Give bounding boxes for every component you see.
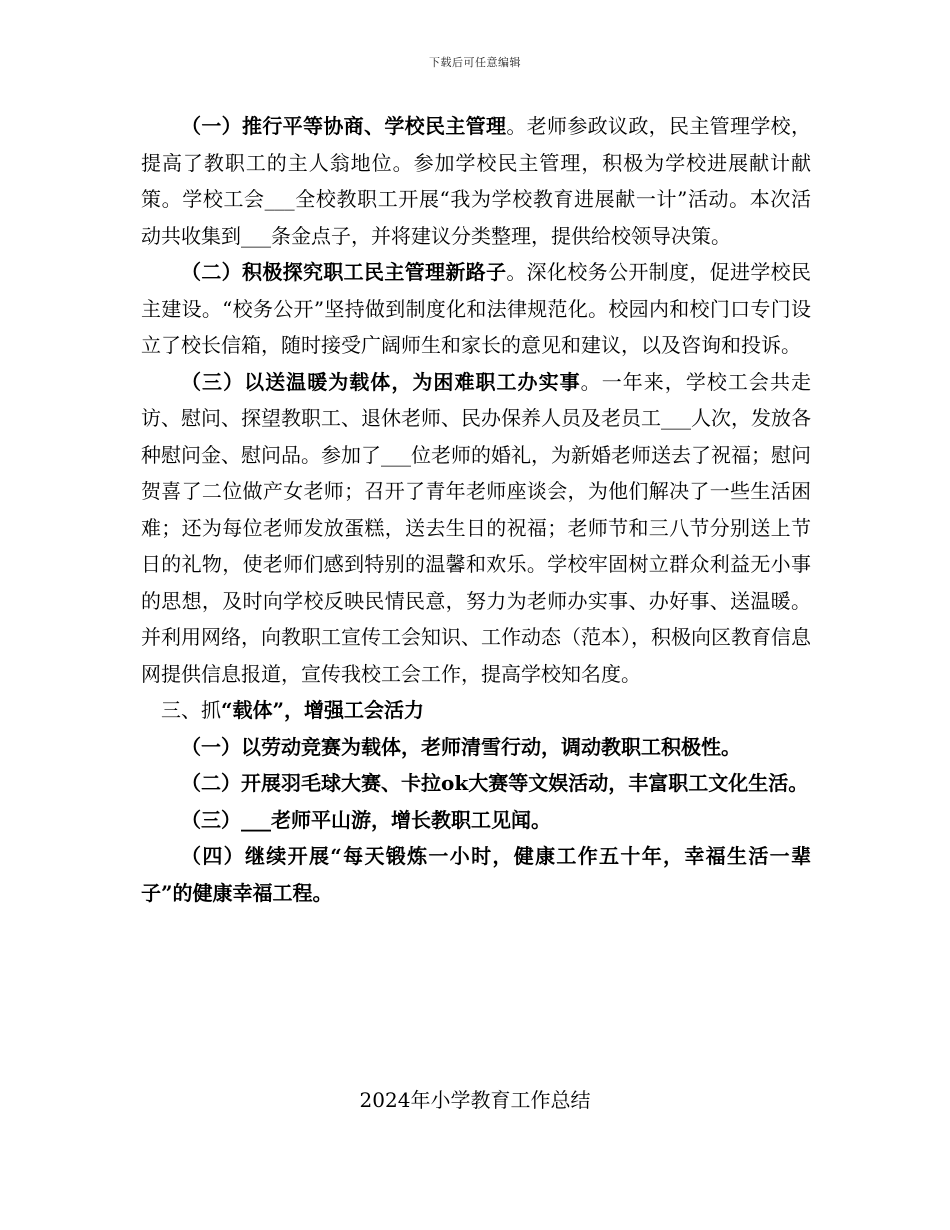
section-heading-3 [141, 692, 811, 729]
paragraph-text: 。一年来，学校工会共走访、慰问、探望教职工、退休老师、民办保养人员及老员工___人次，发放各种慰问金、慰问品。参加了___位老师的婚礼，为新婚老师送去了祝福；慰问贺喜了二位做产女老师；召开了青年老师座谈会，为他们解决了一些生活困难；还为每位老师发放蛋糕，送去生日的祝福；老师节和三八节分别送上节日的礼物，使老师们感到特别的温馨和欢乐。学校牢固树立群众利益无小事的思想，及时向学校反映民情民意，努力为老师办实事、办好事、送温暖。并利用网络，向教职工宣传工会知识、工作动态（范本），积极向区教育信息网提供信息报道，宣传我校工会工作，提高学校知名度。 [141, 369, 812, 686]
document-title: 2024年小学教育工作总结 [359, 1088, 591, 1112]
list-item: （三）___老师平山游，增长教职工见闻。 [181, 807, 551, 832]
paragraph-democratic-management [141, 108, 811, 254]
section-heading-bold: “载体”，增强工会活力 [221, 698, 425, 722]
paragraph-new-paths [141, 254, 811, 364]
paragraph-heading: （一）推行平等协商、学校民主管理 [181, 114, 507, 138]
paragraph-text: 。深化校务公开制度，促进学校民主建设。“校务公开”坚持做到制度化和法律规范化。校园内和校门口专门设立了校长信箱，随时接受广阔师生和家长的意见和建议，以及咨询和投诉。 [141, 260, 812, 357]
section-heading-prefix: 三、抓 [161, 698, 221, 722]
list-item: （二）开展羽毛球大赛、卡拉ok大赛等文娱活动，丰富职工文化生活。 [181, 771, 809, 795]
paragraph-heading: （二）积极探究职工民主管理新路子 [181, 260, 507, 284]
paragraph-warmth [141, 364, 811, 693]
list-item: （四）继续开展“每天锻炼一小时，健康工作五十年，幸福生活一辈子”的健康幸福工程。 [141, 844, 811, 905]
document-body [141, 108, 811, 911]
paragraph-text: 。老师参政议政，民主管理学校，提高了教职工的主人翁地位。参加学校民主管理，积极为学校进展献计献策。学校工会___全校教职工开展“我为学校教育进展献一计”活动。本次活动共收集到___条金点子，并将建议分类整理，提供给校领导决策。 [141, 114, 812, 248]
paragraph-heading: （三）以送温暖为载体，为困难职工办实事 [181, 369, 581, 394]
list-item: （一）以劳动竞赛为载体，老师清雪行动，调动教职工积极性。 [181, 734, 741, 759]
page-header: 下载后可任意编辑 [429, 56, 521, 69]
